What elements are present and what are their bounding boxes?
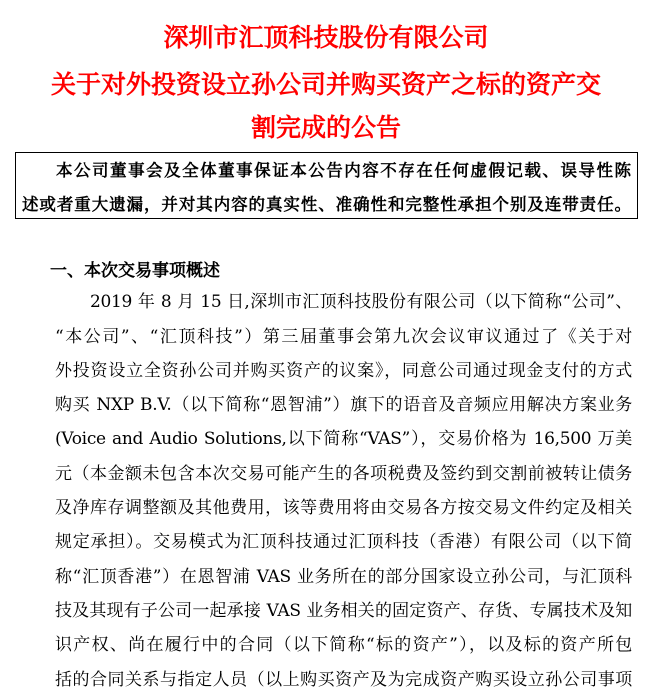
paragraph-line: 识产权、尚在履行中的合同（以下简称“标的资产”），以及标的资产所包 (55, 635, 632, 655)
board-guarantee-notice-box (15, 152, 638, 219)
paragraph-line: “本公司”、“汇顶科技”）第三届董事会第九次会议审议通过了《关于对 (55, 327, 632, 347)
paragraph-line: (Voice and Audio Solutions,以下简称“VAS”），交易价格为 16,500 万美 (55, 429, 632, 449)
announcement-title-line: 关于对外投资设立孙公司并购买资产之标的资产交 (50, 70, 601, 99)
notice-line: 述或者重大遗漏，并对其内容的真实性、准确性和完整性承担个别及连带责任。 (22, 195, 631, 214)
paragraph-line: 括的合同关系与指定人员（以上购买资产及为完成资产购买设立孙公司事项 (55, 670, 632, 690)
paragraph-line: 外投资设立全资孙公司并购买资产的议案》，同意公司通过现金支付的方式 (55, 361, 632, 381)
section-heading: 一、本次交易事项概述 (50, 261, 220, 281)
notice-line: 本公司董事会及全体董事保证本公告内容不存在任何虚假记载、误导性陈 (56, 161, 631, 180)
announcement-title-line: 割完成的公告 (250, 113, 401, 142)
paragraph-line: 技及其现有子公司一起承接 VAS 业务相关的固定资产、存货、专属技术及知 (55, 601, 632, 621)
paragraph-line: 及净库存调整额及其他费用，该等费用将由交易各方按交易文件约定及相关 (55, 498, 632, 518)
paragraph-line: 购买 NXP B.V.（以下简称“恩智浦”）旗下的语音及音频应用解决方案业务 (55, 395, 632, 415)
company-name-title: 深圳市汇顶科技股份有限公司 (163, 23, 489, 52)
paragraph-line: 规定承担）。交易模式为汇顶科技通过汇顶科技（香港）有限公司（以下简 (55, 532, 632, 552)
paragraph-line: 称“汇顶香港”）在恩智浦 VAS 业务所在的部分国家设立孙公司，与汇顶科 (55, 567, 632, 587)
paragraph-line: 2019 年 8 月 15 日,深圳市汇顶科技股份有限公司（以下简称“公司”、 (90, 292, 632, 312)
paragraph-line: 元（本金额未包含本次交易可能产生的各项税费及签约到交割前被转让债务 (55, 464, 632, 484)
